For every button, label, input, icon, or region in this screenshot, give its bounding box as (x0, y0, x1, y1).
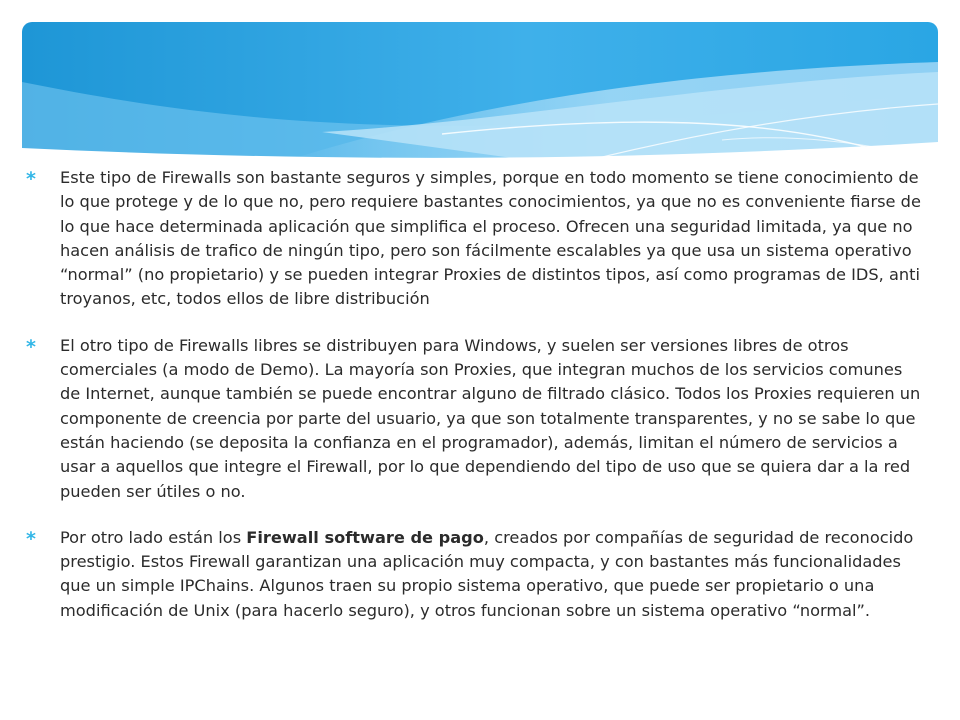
banner-wave-graphic (22, 22, 938, 162)
bullet-asterisk-icon: * (26, 335, 36, 358)
paragraph-text: El otro tipo de Firewalls libres se distribuyen para Windows, y suelen ser versiones libres de otros comerciales (a modo de Demo). La mayoría son Proxies, que integran muchos de los servicios comunes de Internet, aunque también se puede encontrar alguno de filtrado clásico. Todos los Proxies requieren un componente de creencia por parte del usuario, ya que son totalmente transparentes, y no se sabe lo que están haciendo (se deposita la confianza en el programador), además, limitan el número de servicios a usar a aquellos que integre el Firewall, por lo que dependiendo del tipo de uso que se quiera dar a la red pueden ser útiles o no. (60, 335, 921, 501)
bullet-paragraph-3 (26, 526, 926, 623)
paragraph-text: Este tipo de Firewalls son bastante seguros y simples, porque en todo momento se tiene conocimiento de lo que protege y de lo que no, pero requiere bastantes conocimientos, ya que no es conveniente fiarse de lo que hace determinada aplicación que simplifica el proceso. Ofrecen una seguridad limitada, ya que no hacen análisis de trafico de ningún tipo, pero son fácilmente escalables ya que usa un sistema operativo “normal” (no propietario) y se pueden integrar Proxies de distintos tipos, así como programas de IDS, anti troyanos, etc, todos ellos de libre distribución (60, 168, 921, 309)
bullet-paragraph-1 (26, 166, 926, 312)
header-banner (22, 22, 938, 162)
bullet-asterisk-icon: * (26, 168, 36, 190)
bullet-asterisk-icon: * (26, 527, 36, 550)
slide-content (26, 166, 926, 645)
bold-term: Firewall software de pago (246, 527, 484, 547)
paragraph-text-before: Por otro lado están los (60, 527, 247, 547)
paragraph-text-after: , creados por compañías de seguridad de reconocido prestigio. Estos Firewall garantizan una aplicación muy compacta, y con bastantes más funcionalidades que un simple IPChains. Algunos traen su propio sistema operativo, que puede ser propietario o una modificación de Unix (para hacerlo seguro), y otros funcionan sobre un sistema operativo “normal”. (60, 527, 914, 620)
bullet-paragraph-2 (26, 334, 926, 504)
